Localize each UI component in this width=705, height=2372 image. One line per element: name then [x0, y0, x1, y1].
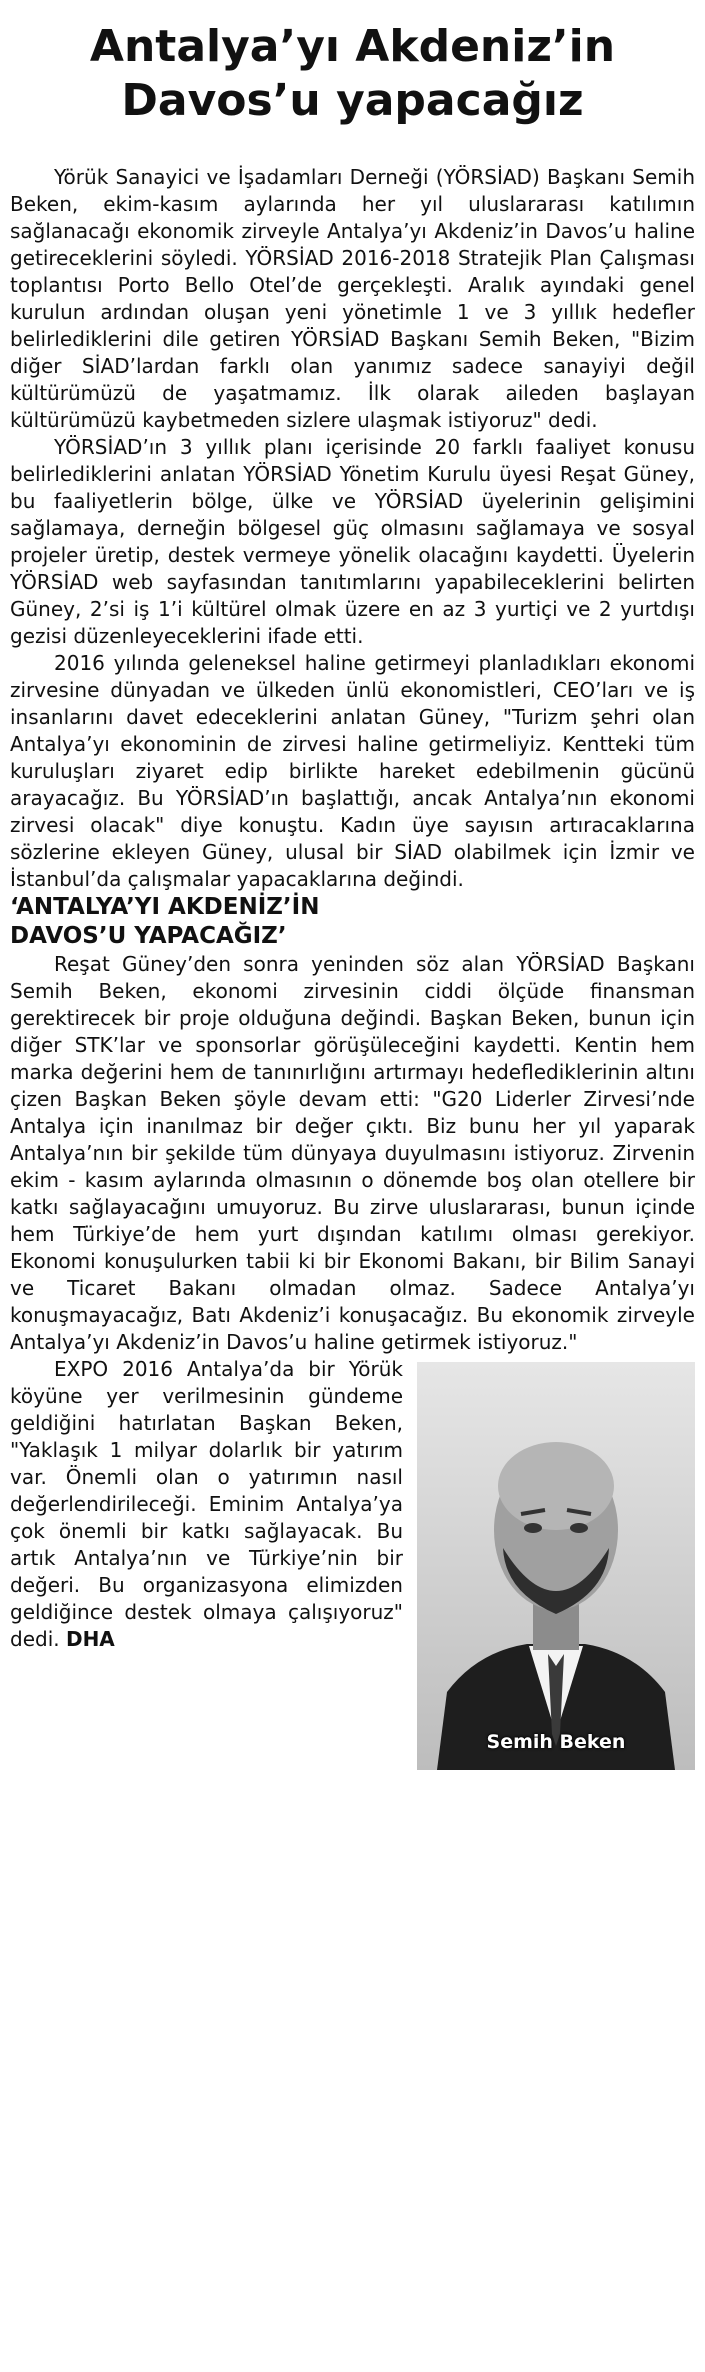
paragraph-4: Reşat Güney’den sonra yeninden söz alan YÖRSİAD Başkanı Semih Beken, ekonomi zirvesinin ciddi ölçüde finansman gerektirecek bir proje olduğuna değindi. Başkan Beken, bunun için diğer STK’lar ve sponsorlar görüşüleceğini kaydetti. Kentin hem marka değerini hem de tanınırlığını artırmayı hedeflediklerinin altını çizen Başkan Beken şöyle devam etti: "G20 Liderler Zirvesi’nde Antalya için inanılmaz bir değer çıktı. Biz bunu her yıl yaparak Antalya’nın bir şekilde tüm dünyaya duyulmasını istiyoruz. Zirvenin ekim - kasım aylarında olmasının o dönemde boş olan otellere bir katkı sağlayacağını umuyoruz. Bu zirve uluslararası, bunun içinde hem Türkiye’de hem yurt dışından katılımı olması gerekiyor. Ekonomi konuşulurken tabii ki bir Ekonomi Bakanı, bir Bilim Sanayi ve Ticaret Bakanı olmadan olmaz. Sadece Antalya’yı konuşmayacağız, Batı Akdeniz’i konuşacağız. Bu ekonomik zirveyle Antalya’yı Akdeniz’in Davos’u haline getirmek istiyoruz."	[10, 952, 695, 1354]
article-headline	[10, 20, 695, 128]
article-body	[10, 164, 695, 1753]
paragraph-5-text: EXPO 2016 Antalya’da bir Yörük köyüne yer verilmesinin gündeme geldiğini hatırlatan Başkan Beken, "Yaklaşık 1 milyar dolarlık bir yatırım var. Önemli olan o yatırımın nasıl değerlendirileceği. Eminim Antalya’ya çok önemli bir katkı sağlayacak. Bu artık Antalya’nın ve Türkiye’nin bir değeri. Bu organizasyona elimizden geldiğince destek olmaya çalışıyoruz" dedi.	[10, 1357, 403, 1651]
subheading-line-1: ‘ANTALYA’YI AKDENİZ’İN	[10, 894, 320, 920]
paragraph-2: YÖRSİAD’ın 3 yıllık planı içerisinde 20 farklı faaliyet konusu belirlediklerini anlatan YÖRSİAD Yönetim Kurulu üyesi Reşat Güney, bu faaliyetlerin bölge, ülke ve YÖRSİAD üyelerinin gelişimini sağlamaya, derneğin bölgesel güç olmasını sağlamaya ve sosyal projeler üretip, destek vermeye yönelik olacağını kaydetti. Üyelerin YÖRSİAD web sayfasından tanıtımlarını yapabileceklerini belirten Güney, 2’si iş 1’i kültürel olmak üzere en az 3 yurtiçi ve 2 yurtdışı gezisi düzenleyeceklerini ifade etti.	[10, 435, 695, 648]
subheading-line-2: DAVOS’U YAPACAĞIZ’	[10, 923, 287, 949]
headline-line-2: Davos’u yapacağız	[121, 75, 584, 126]
photo-caption: Semih Beken	[486, 1731, 626, 1753]
source-signature: DHA	[65, 1627, 115, 1651]
paragraph-3: 2016 yılında geleneksel haline getirmeyi planladıkları ekonomi zirvesine dünyadan ve ülkeden ünlü ekonomistleri, CEO’ları ve iş insanlarını davet edeceklerini anlatan Güney, "Turizm şehri olan Antalya’yı ekonominin de zirvesi haline getirmeliyiz. Kentteki tüm kuruluşları ziyaret edip birlikte hareket edebilmenin gücünü arayacağız. Bu YÖRSİAD’ın başlattığı, ancak Antalya’nın ekonomi zirvesi olacak" diye konuştu. Kadın üye sayısın artıracaklarına sözlerine ekleyen Güney, ulusal bir SİAD olabilmek için İzmir ve İstanbul’da çalışmalar yapacaklarına değindi.	[10, 651, 695, 891]
paragraph-1: Yörük Sanayici ve İşadamları Derneği (YÖRSİAD) Başkanı Semih Beken, ekim-kasım aylarında her yıl uluslararası katılımın sağlanacağı ekonomik zirveyle Antalya’yı Akdeniz’in Davos’u haline getireceklerini söyledi. YÖRSİAD 2016-2018 Stratejik Plan Çalışması toplantısı Porto Bello Otel’de gerçekleşti. Aralık ayındaki genel kurulun ardından oluşan yeni yönetimle 1 ve 3 yıllık hedefler belirlediklerini dile getiren YÖRSİAD Başkanı Semih Beken, "Bizim diğer SİAD’lardan farklı olan yanımız sadece sanayiyi değil kültürümüzü de yaşatmamız. İlk olarak aileden başlayan kültürümüzü kaybetmeden sizlere ulaşmak istiyoruz" dedi.	[10, 165, 695, 432]
section-subheading	[10, 893, 695, 951]
portrait-illustration	[417, 1362, 695, 1770]
headline-line-1: Antalya’yı Akdeniz’in	[89, 21, 616, 72]
photo-wrap-section	[10, 1356, 695, 1753]
portrait-photo	[417, 1362, 695, 1770]
